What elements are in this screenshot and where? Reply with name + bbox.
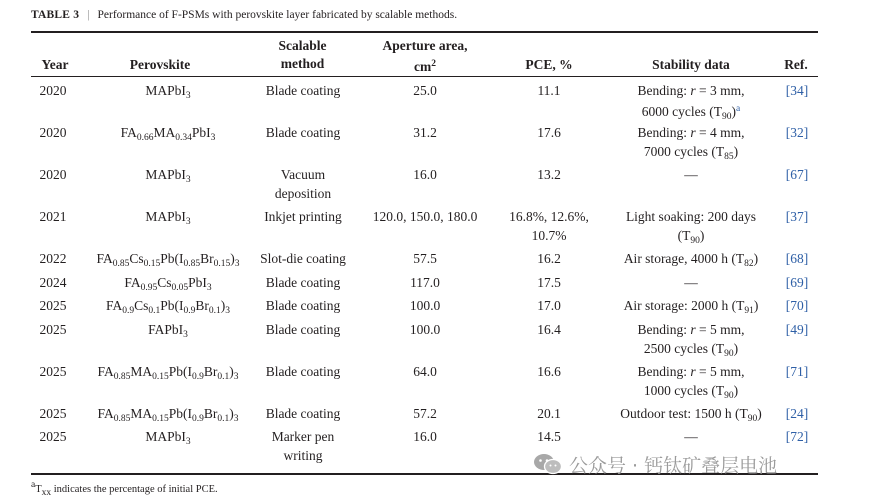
text-run: Cs [157, 275, 172, 290]
text-run: = 5 mm, [695, 322, 745, 337]
cell-line [604, 362, 778, 381]
cell-stability [604, 273, 778, 292]
subscript: 0.1 [148, 306, 161, 316]
watermark-text: 公众号 · 钙钛矿叠层电池 [569, 454, 778, 477]
subscript: 90 [724, 349, 734, 359]
text-run: ) [753, 298, 759, 313]
text-run: 2500 cycles (T [643, 341, 725, 356]
cell-area [360, 362, 490, 381]
watermark [533, 449, 777, 479]
header-perovskite: Perovskite [129, 57, 191, 72]
cell-method [252, 165, 354, 203]
subscript: 0.15 [143, 259, 161, 269]
text-run: MAPbI [145, 429, 186, 444]
cell-area [360, 427, 490, 446]
text-run: FA [124, 275, 141, 290]
subscript: 0.15 [152, 414, 169, 424]
cell-stability [604, 207, 778, 251]
cell-area [360, 165, 490, 184]
text-run: ) [229, 406, 234, 421]
text-run: MAPbI [145, 167, 186, 182]
subscript: 3 [233, 414, 239, 424]
text-run: Air storage: 2000 h (T [623, 298, 745, 313]
cell-area [360, 81, 490, 100]
cell-line [604, 427, 778, 446]
cell-line: 16.0 [413, 167, 437, 182]
cell-stability [604, 165, 778, 184]
cell-pce [502, 320, 596, 339]
table-caption [31, 9, 457, 21]
subscript: 3 [185, 91, 191, 101]
text-run: Outdoor test: 1500 h (T [620, 406, 748, 421]
cell-method [252, 362, 354, 381]
cell-line: 120.0, 150.0, 180.0 [372, 209, 478, 224]
cell-line: deposition [274, 186, 332, 201]
cell-area [360, 249, 490, 268]
subscript: 3 [185, 175, 191, 185]
table-footnote [31, 480, 218, 498]
reference-link[interactable]: [67] [785, 167, 809, 182]
text-run: Pb(I [168, 364, 193, 379]
table-top-rule [31, 31, 818, 33]
subscript: 0.05 [171, 283, 189, 293]
cell-line: Blade coating [265, 322, 341, 337]
text-run: ) [699, 228, 705, 243]
text-run: Cs [129, 251, 144, 266]
table-label: TABLE 3 [31, 9, 80, 21]
cell-line: 64.0 [413, 364, 437, 379]
subscript: 0.9 [122, 306, 135, 316]
cell-method [252, 404, 354, 423]
cell-perovskite [76, 81, 260, 106]
reference-link[interactable]: [68] [785, 251, 809, 266]
subscript: 0.1 [217, 414, 230, 424]
cell-pce [502, 165, 596, 184]
text-run: (T [677, 228, 691, 243]
header-aperture-area [365, 37, 485, 76]
subscript: 0.15 [213, 259, 231, 269]
cell-line [604, 165, 778, 184]
cell-line: 16.6 [537, 364, 561, 379]
cell-pce [502, 404, 596, 423]
header-method-line1: Scalable [278, 38, 327, 53]
text-run: — [684, 429, 698, 444]
footnote-ref-marker: a [736, 104, 741, 114]
cell-stability [604, 427, 778, 446]
cell-pce [502, 362, 596, 381]
cell-stability [604, 81, 778, 127]
reference-link[interactable]: [70] [785, 298, 809, 313]
text-run: Bending: [637, 322, 691, 337]
cell-line: writing [283, 448, 323, 463]
variable: r [690, 83, 696, 98]
variable: r [690, 364, 696, 379]
subscript: 90 [747, 414, 758, 424]
cell-line: 57.2 [413, 406, 437, 421]
cell-line: 117.0 [410, 275, 440, 290]
caption-separator: | [87, 9, 90, 21]
subscript: 0.1 [217, 372, 230, 382]
cell-line: 16.4 [537, 322, 561, 337]
text-run: FA [97, 364, 114, 379]
text-run: Light soaking: 200 days [625, 209, 757, 224]
cell-line [604, 207, 778, 226]
subscript: 0.85 [183, 259, 201, 269]
cell-method [252, 207, 354, 226]
subscript: 0.9 [192, 372, 204, 382]
cell-line: 11.1 [537, 83, 561, 98]
cell-line: Blade coating [265, 275, 341, 290]
cell-line [604, 320, 778, 339]
text-run: 7000 cycles (T [643, 144, 725, 159]
cell-line: 20.1 [537, 406, 561, 421]
reference-link[interactable]: [49] [785, 322, 809, 337]
cell-stability [604, 296, 778, 321]
cell-line: Inkjet printing [264, 209, 342, 224]
text-run: PbI [191, 125, 211, 140]
cell-line [604, 123, 778, 142]
subscript: 0.85 [113, 414, 131, 424]
text-run: Cs [134, 298, 149, 313]
cell-area [360, 404, 490, 423]
text-run: ) [220, 298, 226, 313]
text-run: = 3 mm, [695, 83, 745, 98]
cell-perovskite [76, 249, 260, 274]
reference-link[interactable]: [71] [785, 364, 809, 379]
text-run: MA [130, 406, 153, 421]
subscript: 85 [724, 152, 734, 162]
cell-area [360, 123, 490, 142]
cell-line: 10.7% [531, 228, 567, 243]
table-title: Performance of F-PSMs with perovskite layer fabricated by scalable methods. [97, 9, 458, 21]
cell-line [604, 381, 778, 406]
cell-perovskite [76, 165, 260, 190]
subscript: 0.1 [208, 306, 221, 316]
text-run: MAPbI [145, 83, 186, 98]
cell-method [252, 273, 354, 292]
cell-line: Blade coating [265, 364, 341, 379]
cell-pce [502, 296, 596, 315]
cell-stability [604, 362, 778, 406]
subscript: 3 [233, 372, 239, 382]
text-run: Bending: [637, 125, 691, 140]
cell-line: Blade coating [265, 406, 341, 421]
text-run: ) [731, 104, 736, 119]
text-run: ) [757, 406, 762, 421]
subscript: 3 [234, 259, 240, 269]
cell-year: 2025 [39, 364, 67, 379]
header-ref: Ref. [784, 57, 808, 72]
text-run: Pb(I [160, 298, 184, 313]
cell-line: 31.2 [413, 125, 437, 140]
cell-line [604, 339, 778, 364]
cell-perovskite [76, 123, 260, 148]
cell-year: 2020 [39, 167, 67, 182]
subscript: 3 [183, 330, 188, 340]
cell-perovskite [76, 207, 260, 232]
subscript: 3 [210, 133, 216, 143]
cell-line: 17.5 [537, 275, 561, 290]
reference-link[interactable]: [32] [785, 125, 809, 140]
subscript: 3 [225, 306, 231, 316]
reference-link[interactable]: [24] [785, 406, 809, 421]
subscript: 82 [744, 259, 754, 269]
cell-line: 100.0 [409, 322, 441, 337]
cell-line: Blade coating [265, 125, 341, 140]
cell-stability [604, 404, 778, 429]
cell-year: 2021 [39, 209, 67, 224]
cell-year: 2020 [39, 83, 67, 98]
header-scalable-method [250, 37, 355, 73]
text-run: FA [97, 406, 114, 421]
text-run: Br [200, 251, 214, 266]
cell-line: Blade coating [265, 298, 341, 313]
cell-stability [604, 320, 778, 364]
text-run: 1000 cycles (T [643, 383, 725, 398]
subscript: 0.85 [113, 372, 131, 382]
subscript: 3 [185, 217, 191, 227]
cell-line: Slot-die coating [260, 251, 346, 266]
text-run: ) [230, 251, 235, 266]
header-stability-data: Stability data [652, 57, 730, 72]
text-run: ) [733, 144, 739, 159]
cell-year: 2025 [39, 406, 67, 421]
cell-perovskite [76, 273, 260, 298]
cell-line: 25.0 [413, 83, 437, 98]
header-area-line1: Aperture area, [382, 38, 468, 53]
wechat-icon [533, 453, 563, 475]
subscript: 90 [722, 112, 732, 122]
cell-line [604, 296, 778, 321]
cell-method [252, 427, 354, 465]
cell-stability [604, 249, 778, 274]
cell-area [360, 296, 490, 315]
text-run: FA [120, 125, 137, 140]
text-run: Pb(I [160, 251, 184, 266]
cell-pce [502, 427, 596, 446]
text-run: 6000 cycles (T [641, 104, 722, 119]
text-run: MAPbI [145, 209, 186, 224]
subscript: 0.34 [175, 133, 192, 143]
text-run: Pb(I [168, 406, 193, 421]
cell-line [604, 81, 778, 100]
text-run: Bending: [637, 364, 691, 379]
cell-method [252, 249, 354, 268]
text-run: Air storage, 4000 h (T [623, 251, 745, 266]
text-run: Br [195, 298, 209, 313]
subscript: 0.9 [192, 414, 204, 424]
text-run: ) [229, 364, 234, 379]
cell-line: Marker pen [271, 429, 335, 444]
footnote-sub: xx [41, 488, 52, 498]
text-run: Bending: [637, 83, 691, 98]
cell-perovskite [76, 320, 260, 345]
cell-line: 100.0 [409, 298, 441, 313]
cell-line: 17.0 [537, 298, 561, 313]
cell-year: 2025 [39, 322, 67, 337]
cell-perovskite [76, 296, 260, 321]
cell-line [604, 249, 778, 274]
variable: r [690, 125, 696, 140]
subscript: 90 [690, 236, 700, 246]
cell-year: 2025 [39, 429, 67, 444]
table-header-rule [31, 76, 818, 77]
cell-pce [502, 207, 596, 245]
subscript: 3 [185, 437, 191, 447]
cell-method [252, 81, 354, 100]
reference-link[interactable]: [72] [785, 429, 809, 444]
reference-link[interactable]: [69] [785, 275, 809, 290]
cell-line [604, 273, 778, 292]
cell-pce [502, 123, 596, 142]
text-run: ) [733, 341, 739, 356]
cell-area [360, 320, 490, 339]
cell-perovskite [76, 362, 260, 387]
subscript: 90 [724, 391, 734, 401]
text-run: MA [153, 125, 176, 140]
cell-line: 16.8%, 12.6%, [509, 209, 589, 224]
text-run: — [684, 275, 698, 290]
subscript: 0.95 [140, 283, 158, 293]
cell-line: 57.5 [413, 251, 437, 266]
reference-link[interactable]: [37] [785, 209, 809, 224]
cell-line [604, 226, 778, 251]
cell-area [360, 273, 490, 292]
cell-perovskite [76, 404, 260, 429]
cell-line: 14.5 [537, 429, 561, 444]
cell-pce [502, 81, 596, 100]
header-area-sup: 2 [431, 59, 436, 69]
subscript: 3 [206, 283, 212, 293]
text-run: ) [753, 251, 759, 266]
header-pce: PCE, % [525, 57, 573, 72]
header-year: Year [41, 57, 69, 72]
text-run: Br [203, 364, 218, 379]
subscript: 0.85 [112, 259, 130, 269]
cell-line: 13.2 [537, 167, 561, 182]
subscript: 0.15 [152, 372, 169, 382]
text-run: FA [105, 298, 123, 313]
cell-pce [502, 273, 596, 292]
cell-line [604, 404, 778, 429]
text-run: FA [96, 251, 113, 266]
text-run: FAPbI [148, 322, 184, 337]
cell-year: 2024 [39, 275, 67, 290]
variable: r [690, 322, 696, 337]
cell-year: 2020 [39, 125, 67, 140]
cell-line: Vacuum [280, 167, 326, 182]
text-run: = 5 mm, [695, 364, 745, 379]
footnote-text: indicates the percentage of initial PCE. [51, 484, 218, 495]
cell-area [360, 207, 490, 226]
text-run: = 4 mm, [695, 125, 745, 140]
cell-year: 2025 [39, 298, 67, 313]
text-run: PbI [188, 275, 207, 290]
cell-year: 2022 [39, 251, 67, 266]
text-run: ) [733, 383, 739, 398]
subscript: 0.9 [183, 306, 196, 316]
cell-method [252, 123, 354, 142]
footnote-T: T [35, 484, 42, 495]
footnote-marker: a [31, 480, 36, 490]
cell-method [252, 320, 354, 339]
cell-line: Blade coating [265, 83, 341, 98]
subscript: 0.66 [136, 133, 154, 143]
cell-line: 16.2 [537, 251, 561, 266]
reference-link[interactable]: [34] [785, 83, 809, 98]
text-run: — [684, 167, 698, 182]
cell-method [252, 296, 354, 315]
cell-line: 17.6 [537, 125, 561, 140]
subscript: 91 [744, 306, 754, 316]
cell-stability [604, 123, 778, 167]
header-area-line2: cm [414, 59, 432, 74]
text-run: MA [130, 364, 153, 379]
text-run: Br [203, 406, 218, 421]
cell-pce [502, 249, 596, 268]
cell-line [604, 142, 778, 167]
cell-line: 16.0 [413, 429, 437, 444]
header-method-line2: method [280, 56, 325, 71]
cell-perovskite [76, 427, 260, 452]
